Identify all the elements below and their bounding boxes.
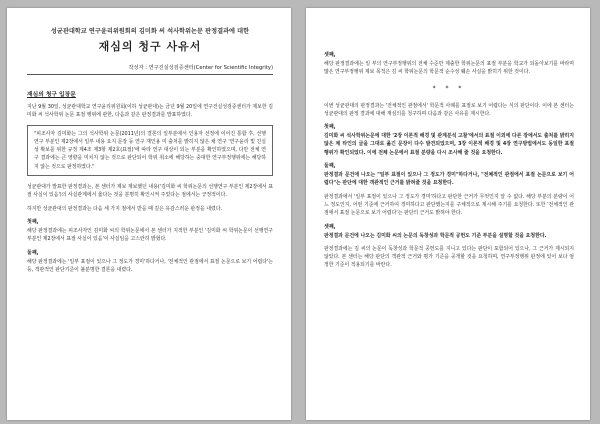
paragraph-r4: 판정결과에는 김 씨의 논문이 독창성과 학문적 공헌도를 지니고 있다는 판단이 포함되어 있으나, 그 근거가 제시되지 않았다. 본 센터는 해당 판단의 객관적 근거와 평가 기준을 공개할 것을 요청하며, 연구부정행위 판정에 있어 보다 엄정한 기준이 적용되기를 바란다. — [324, 245, 574, 269]
bold-paragraph-2: 판정결과 문건에 나오는 "일부 표절이 있으나 그 정도가 경미"하다거나, "전체적인 관점에서 표절 논문으로 보기 어렵다"는 판단에 대한 객관적인 근거를 밝혀줄 것을 요청한다. — [324, 172, 574, 187]
page-1 — [7, 8, 291, 420]
label-first: 첫째, — [27, 218, 39, 225]
paragraph-5: 해당 판정결과에는 '일부 표절이 있으나 그 정도가 경미'하다거나, '전체적인 관점에서 표절 논문으로 보기 어렵다'는 등, 객관적인 판단기준이 불분명한 결론을 내렸다. — [27, 258, 273, 273]
label-third: 셋째, — [324, 52, 336, 58]
paragraph-r1: 해당 판정결과에는 일 부의 연구부정행위의 전체 수준만 제출한 학위논문의 표절 부분을 학교가 되돌아보기를 바라며 많은 연구부정행위 제보 목적은 김 씨 학위논문의 학문적 순수성 훼손 사실을 밝히기 위한 것이다. — [324, 61, 574, 76]
section-divider-stars: * * * — [432, 84, 466, 92]
paragraph-4: 해당 판정결과에는 피조사자인 김미화 씨의 학위논문에서 본 센터가 지적한 부분인 '김미화 씨 학위논문이 선행연구 부분인 제2장에서 표절 사실이 있음'이 사실임을 고스란히 밝혔다. — [27, 227, 273, 243]
quoted-decision: "피조사자 김미화는 그의 석사학위 논문(2011년)의 결론의 일부분에서 인용자 선정에 이어진 통합 후, 선행연구 부분인 제2장에서 일부 내용 요지 문장 등 연구 재인용 미 출처를 밝히지 않은 채 연구 '연구윤리 및 진실성 확보를 위한 규정 제4조 제3항 제2호(표절)'에 따라 연구 대상이 되는 부분을 확인하였으며, 다만 전체 연구 결과에는 큰 영향을 미치지 않는 것으로 판단되어 학위 취소에 해당하는 중대한 연구부정행위에는 해당하지 않는 것으로 판정하였다." — [27, 125, 273, 176]
intro-paragraph: 지난 9월 30일, 성균관대학교 연구윤리위원회(이하 성균관대)는 금년 9월 20일에 연구진실성검증센터가 제보한 김미화 씨 석사학위 논문 표절 행위에 관한, 다음과 같은 판정결과를 발표하였다. — [27, 104, 273, 119]
page-2 — [306, 8, 590, 420]
document-title: 재심의 청구 사유서 — [98, 40, 202, 53]
bold-paragraph-3: 판정결과 문건에 나오는 김미화 씨의 논문의 독창성과 학문적 공헌도 기준 부분을 설명할 것을 요청한다. — [324, 232, 547, 239]
document-subtitle: 성균관대학교 연구윤리위원회의 김미화 씨 석사학위논문 판정결과에 대한 — [50, 28, 250, 35]
paragraph-2: 성균관대가 발표한 판정결과는, 본 센터가 제보 제보했던 내용('김미화 씨 학위논문의 선행연구 부분인 제2장에서 표절 사실이 있음')의 사실관계에서 옳다는 것을 분명히 확인시켜 주었다는 점에서는 긍정적이다. — [27, 184, 273, 199]
label-third-request: 셋째, — [324, 223, 336, 230]
author-line: 작성자 : 연구진실성검증센터(Center for Scientific Integrity) — [27, 64, 273, 75]
section-heading: 재심의 청구 입장문 — [27, 92, 76, 98]
label-second: 둘째, — [27, 249, 39, 256]
paragraph-r2: 이번 성균관대의 판정결과는 '전체적인 관점에서' 학문적 사례를 표절로 보기 어렵다는 식의 판단이다. 이에 본 센터는 성균관대의 판정 결과에 대해 재심의를 청구하며 다음과 같은 사유를 제시한다. — [324, 102, 574, 117]
bold-paragraph-1: 김미화 씨 석사학위논문에 대한 '2장 이론적 배경 및 관계분석 고찰'에서의 표절 이외에 다른 장에서도 출처를 밝히지 않은 채 타인의 글을 그대로 옮긴 문장이 다수 발견되었으며, 3장 이론적 배경 및 4장 연구방법에서도 동일한 표절 행위가 확인되었다. 이에 전체 논문에서 표절 분량을 다시 조사해 줄 것을 요청한다. — [324, 133, 574, 156]
paragraph-r3: 판정결과에서 '일부 표절이 있으나 그 정도가 경미'하다고 판단한 근거가 무엇인지 알 수 없다. 해당 부분의 분량이 어느 정도인지, 어떤 기준에 근거하여 경미하다고 판단했는지를 구체적으로 제시해 주기를 요청한다. 또한 '전체적인 관점에서 표절 논문으로 보기 어렵다'는 판단의 근거도 밝혀야 한다. — [324, 193, 574, 217]
label-first-request: 첫째, — [324, 124, 336, 131]
paragraph-3: 하지만 성균관대의 판정결과는 다음 세 가지 점에서 받을 때 깊은 유감스러운 판정을 내렸다. — [27, 205, 223, 212]
label-second-request: 둘째, — [324, 163, 336, 170]
